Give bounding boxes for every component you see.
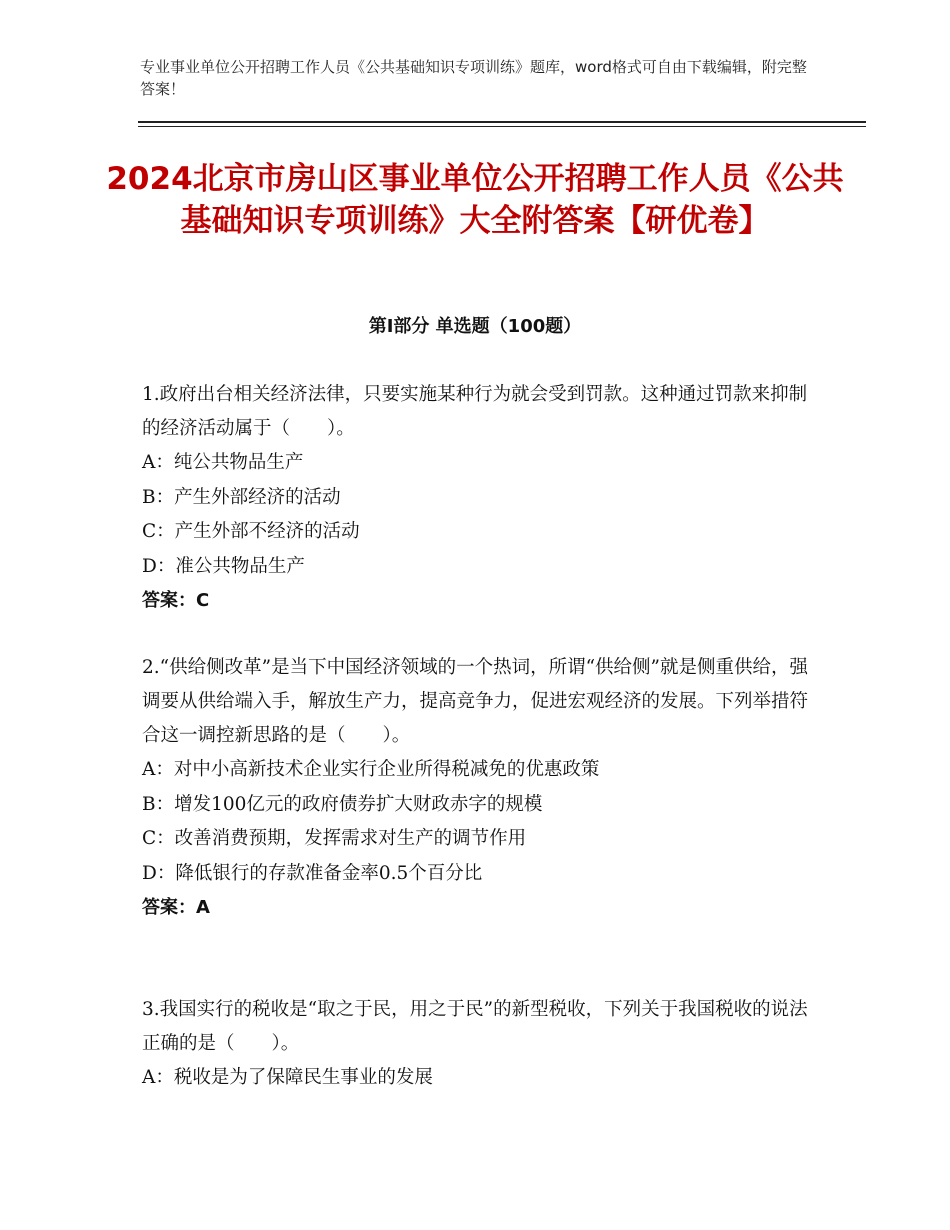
header-note: 专业事业单位公开招聘工作人员《公共基础知识专项训练》题库，word格式可自由下载编辑，附完整答案！ — [140, 58, 807, 98]
answer: 答案：A — [142, 897, 210, 918]
option-c: C：改善消费预期，发挥需求对生产的调节作用 — [142, 828, 527, 849]
question-1 — [142, 378, 822, 618]
option-b: B：产生外部经济的活动 — [142, 486, 341, 508]
question-3 — [142, 993, 822, 1096]
option-a: A：纯公共物品生产 — [142, 452, 304, 473]
option-a: A：税收是为了保障民生事业的发展 — [142, 1067, 433, 1088]
option-a: A：对中小高新技术企业实行企业所得税减免的优惠政策 — [142, 759, 600, 780]
header-divider-thin — [138, 126, 866, 127]
option-d: D：准公共物品生产 — [142, 555, 305, 577]
option-b: B：增发100亿元的政府债券扩大财政赤字的规模 — [142, 793, 543, 815]
answer: 答案：C — [142, 590, 210, 611]
question-2 — [142, 651, 822, 925]
header-divider — [138, 121, 866, 123]
option-c: C：产生外部不经济的活动 — [142, 521, 360, 542]
document-title: 2024北京市房山区事业单位公开招聘工作人员《公共基础知识专项训练》大全附答案【研优卷】 — [106, 161, 844, 239]
question-stem: 3.我国实行的税收是“取之于民，用之于民”的新型税收，下列关于我国税收的说法正确的是（ ）。 — [142, 999, 808, 1054]
question-stem: 2.“供给侧改革”是当下中国经济领域的一个热词，所谓“供给侧”就是侧重供给，强调要从供给端入手，解放生产力，提高竞争力，促进宏观经济的发展。下列举措符合这一调控新思路的是（ ）。 — [142, 657, 809, 746]
option-d: D：降低银行的存款准备金率0.5个百分比 — [142, 862, 483, 884]
section-heading: 第Ⅰ部分 单选题（100题） — [368, 316, 582, 337]
question-stem: 1.政府出台相关经济法律，只要实施某种行为就会受到罚款。这种通过罚款来抑制的经济活动属于（ ）。 — [142, 384, 808, 439]
